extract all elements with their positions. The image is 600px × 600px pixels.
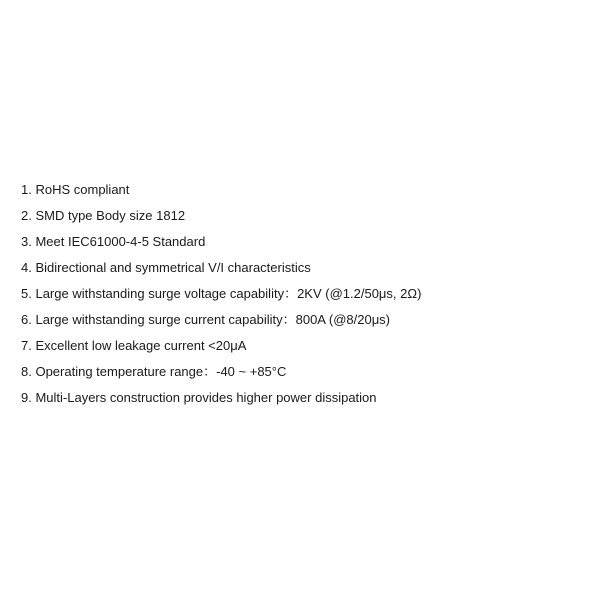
feature-text: SMD type Body size 1812 (35, 208, 186, 223)
feature-item-rohs (21, 180, 591, 206)
feature-number: 6. (21, 312, 32, 327)
feature-text: Large withstanding surge current capability：800A (@8/20μs) (35, 312, 391, 327)
feature-text: Operating temperature range：-40 ~ +85°C (35, 364, 287, 379)
feature-item-standard (21, 232, 591, 258)
feature-number: 2. (21, 208, 32, 223)
feature-text: Bidirectional and symmetrical V/I characteristics (35, 260, 311, 275)
feature-item-multi-layers (21, 388, 591, 414)
feature-item-surge-voltage (21, 284, 591, 310)
feature-item-leakage-current (21, 336, 591, 362)
feature-number: 7. (21, 338, 32, 353)
feature-number: 4. (21, 260, 32, 275)
feature-text: Excellent low leakage current <20μA (35, 338, 247, 353)
feature-list (21, 180, 591, 414)
feature-number: 9. (21, 390, 32, 405)
feature-text: Large withstanding surge voltage capability：2KV (@1.2/50μs, 2Ω) (35, 286, 422, 301)
feature-item-surge-current (21, 310, 591, 336)
feature-number: 8. (21, 364, 32, 379)
feature-number: 1. (21, 182, 32, 197)
feature-number: 5. (21, 286, 32, 301)
feature-text: RoHS compliant (35, 182, 130, 197)
feature-item-body-size (21, 206, 591, 232)
feature-text: Multi-Layers construction provides higher power dissipation (35, 390, 377, 405)
feature-number: 3. (21, 234, 32, 249)
feature-item-bidirectional (21, 258, 591, 284)
feature-text: Meet IEC61000-4-5 Standard (35, 234, 206, 249)
feature-item-temperature-range (21, 362, 591, 388)
